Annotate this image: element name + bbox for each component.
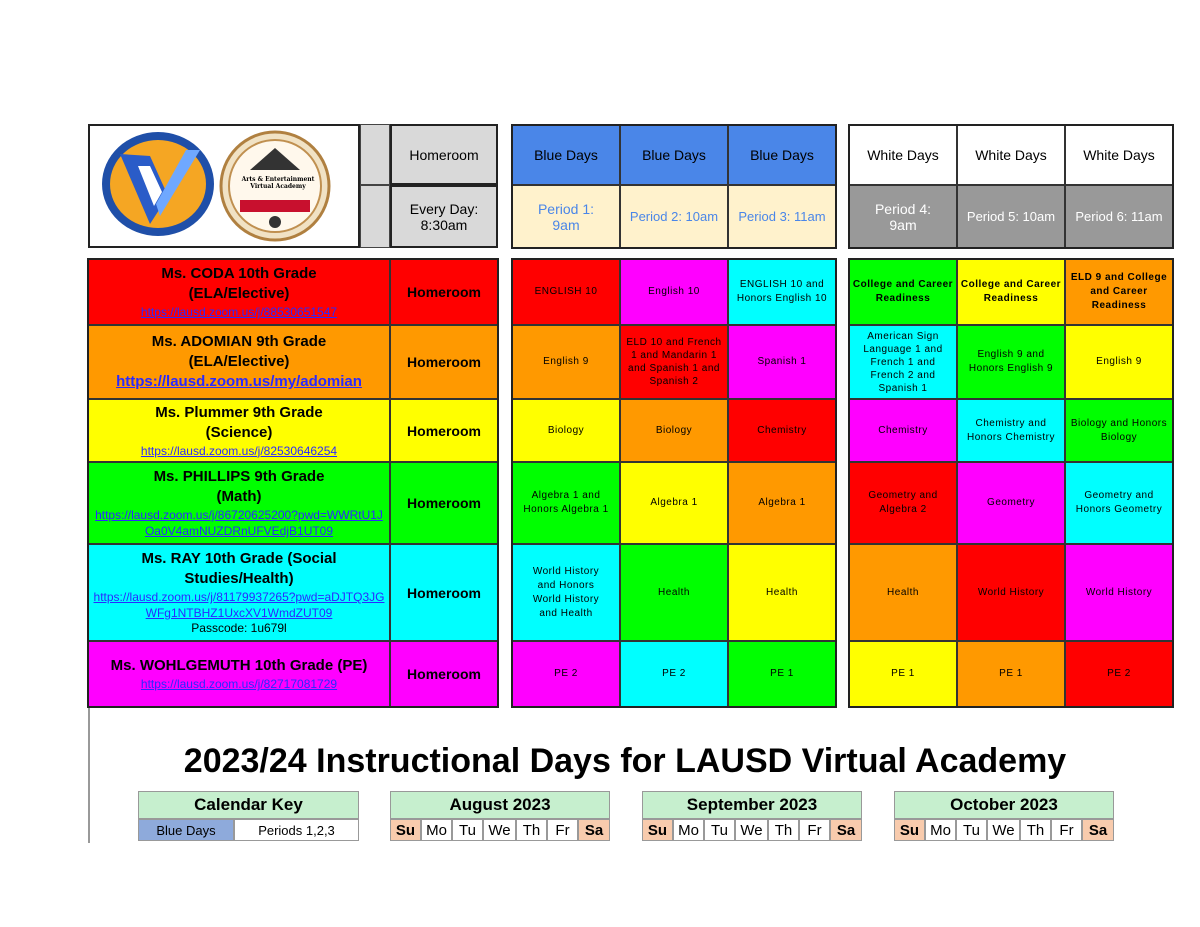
weekday-we: We [987,819,1020,841]
weekday-su: Su [894,819,925,841]
every-day-time: Every Day: 8:30am [390,185,498,248]
calendar-key-title: Calendar Key [138,791,359,819]
class-cell: Biology and Honors Biology [1065,399,1173,462]
weekday-fr: Fr [1051,819,1082,841]
blue-day-header-2: Blue Days [620,125,728,185]
weekday-mo: Mo [421,819,452,841]
class-cell: ENGLISH 10 and Honors English 10 [728,259,836,325]
month-header-october: October 2023 [894,791,1114,819]
blue-day-header-1: Blue Days [512,125,620,185]
weekday-we: We [735,819,768,841]
class-cell: American Sign Language 1 and French 1 and French 2 and Spanish 1 [849,325,957,399]
zoom-link[interactable]: https://lausd.zoom.us/j/86720625200?pwd=WWRtU1JOa0V4amNUZDRnUFVEdjB1UT09 [95,508,383,538]
zoom-link[interactable]: https://lausd.zoom.us/j/82717081729 [140,677,338,691]
class-cell: College and Career Readiness [849,259,957,325]
teacher-cell-adomian [88,325,390,399]
class-cell: PE 1 [957,641,1065,707]
month-header-september: September 2023 [642,791,862,819]
class-cell: PE 2 [620,641,728,707]
class-cell: Algebra 1 and Honors Algebra 1 [512,462,620,544]
weekday-sa: Sa [578,819,610,841]
class-cell: PE 2 [1065,641,1173,707]
weekday-th: Th [1020,819,1051,841]
class-cell: Algebra 1 [728,462,836,544]
teacher-name: Ms. ADOMIAN 9th Grade (ELA/Elective) [151,333,327,370]
class-cell: ENGLISH 10 [512,259,620,325]
period-3-time: Period 3: 11am [728,185,836,248]
class-cell: English 9 and Honors English 9 [957,325,1065,399]
homeroom-cell: Homeroom [390,462,498,544]
logo-caption: Arts & Entertainment Virtual Academy [241,176,315,190]
calendar-key-value: Periods 1,2,3 [234,819,359,841]
homeroom-cell: Homeroom [390,259,498,325]
class-cell: Spanish 1 [728,325,836,399]
class-cell: Chemistry [728,399,836,462]
weekday-we: We [483,819,516,841]
class-cell: English 10 [620,259,728,325]
period-1-time: Period 1: 9am [512,185,620,248]
class-cell: Algebra 1 [620,462,728,544]
teacher-name: Ms. Plummer 9th Grade (Science) [155,403,323,441]
class-cell: Geometry and Algebra 2 [849,462,957,544]
month-header-august: August 2023 [390,791,610,819]
class-cell: Health [620,544,728,641]
zoom-link[interactable]: https://lausd.zoom.us/j/88530651547 [140,305,338,319]
white-day-header-2: White Days [957,125,1065,185]
teacher-name: Ms. WOHLGEMUTH 10th Grade (PE) [110,657,368,674]
class-cell: ELD 10 and French 1 and Mandarin 1 and Spanish 1 and Spanish 2 [620,325,728,399]
teacher-name: Ms. PHILLIPS 9th Grade (Math) [153,468,325,505]
period-5-time: Period 5: 10am [957,185,1065,248]
calendar-key-label: Blue Days [138,819,234,841]
class-cell: PE 2 [512,641,620,707]
class-cell: Chemistry [849,399,957,462]
class-cell: Geometry [957,462,1065,544]
weekday-mo: Mo [673,819,704,841]
teacher-name: Ms. CODA 10th Grade (ELA/Elective) [161,265,317,302]
teacher-cell-ray [88,544,390,641]
weekday-tu: Tu [452,819,483,841]
class-cell: PE 1 [849,641,957,707]
class-cell: Geometry and Honors Geometry [1065,462,1173,544]
class-cell: English 9 [1065,325,1173,399]
teacher-name: Ms. RAY 10th Grade (Social Studies/Health) [141,550,337,587]
class-cell: ELD 9 and College and Career Readiness [1065,259,1173,325]
class-cell: Health [728,544,836,641]
weekday-su: Su [642,819,673,841]
period-2-time: Period 2: 10am [620,185,728,248]
period-4-time: Period 4: 9am [849,185,957,248]
weekday-su: Su [390,819,421,841]
calendar-title: 2023/24 Instructional Days for LAUSD Virtual Academy [183,742,1067,780]
homeroom-cell: Homeroom [390,325,498,399]
weekday-mo: Mo [925,819,956,841]
teacher-cell-coda [88,259,390,325]
weekday-fr: Fr [547,819,578,841]
frame-line [88,708,90,843]
zoom-passcode: Passcode: 1u679l [191,621,287,635]
blue-day-header-3: Blue Days [728,125,836,185]
class-cell: Chemistry and Honors Chemistry [957,399,1065,462]
logo-panel [88,124,360,248]
header-grey-cell-2 [360,185,390,248]
class-cell: World History [957,544,1065,641]
header-grey-cell-1 [360,124,390,185]
homeroom-cell: Homeroom [390,544,498,641]
weekday-th: Th [516,819,547,841]
class-cell: Biology [512,399,620,462]
weekday-tu: Tu [956,819,987,841]
class-cell: English 9 [512,325,620,399]
weekday-tu: Tu [704,819,735,841]
class-cell: Biology [620,399,728,462]
homeroom-cell: Homeroom [390,399,498,462]
homeroom-cell: Homeroom [390,641,498,707]
period-6-time: Period 6: 11am [1065,185,1173,248]
teacher-cell-wohlgemuth [88,641,390,707]
weekday-th: Th [768,819,799,841]
zoom-link[interactable]: https://lausd.zoom.us/j/82530646254 [140,443,338,458]
class-cell: World History [1065,544,1173,641]
class-cell: Health [849,544,957,641]
weekday-sa: Sa [830,819,862,841]
zoom-link[interactable]: https://lausd.zoom.us/my/adomian [116,373,362,390]
white-day-header-1: White Days [849,125,957,185]
white-day-header-3: White Days [1065,125,1173,185]
zoom-link[interactable]: https://lausd.zoom.us/j/81179937265?pwd=aDJTQ3JGWFg1NTBHZ1UxcXV1WmdZUT09 [93,590,385,620]
class-cell: PE 1 [728,641,836,707]
teacher-cell-plummer [88,399,390,462]
class-cell: College and Career Readiness [957,259,1065,325]
weekday-sa: Sa [1082,819,1114,841]
homeroom-header: Homeroom [390,124,498,185]
teacher-cell-phillips [88,462,390,544]
class-cell: World History and Honors World History and Health [512,544,620,641]
weekday-fr: Fr [799,819,830,841]
